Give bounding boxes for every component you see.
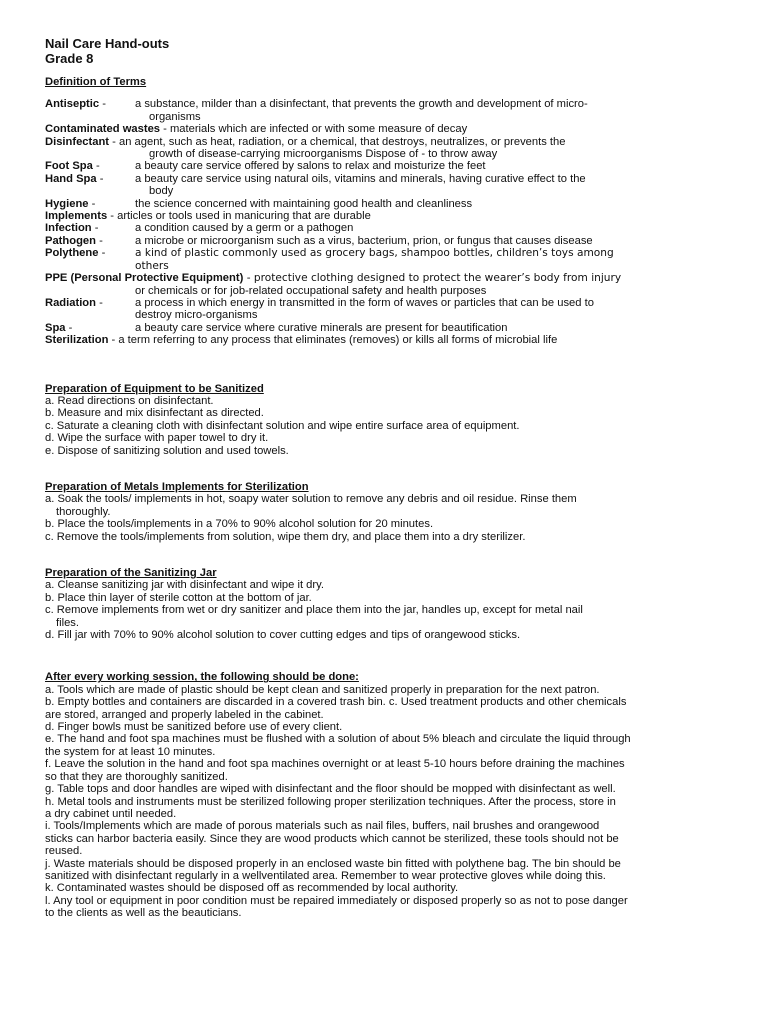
list-item-line: a dry cabinet until needed. <box>45 807 177 820</box>
term-infection: Infection - a condition caused by a germ or a pathogen <box>45 222 728 234</box>
list-item-line: c. Remove implements from wet or dry sanitizer and place them into the jar, handles up, except for metal nail <box>45 604 583 617</box>
list-item: d. Wipe the surface with paper towel to dry it. <box>45 432 269 445</box>
term-label: Radiation <box>45 296 96 309</box>
term-definition-cont: others <box>135 259 169 272</box>
list-item: d. Finger bowls must be sanitized before use of every client. <box>45 721 343 734</box>
list-item <box>45 796 728 821</box>
handout-page <box>45 36 728 920</box>
list-item: a. Tools which are made of plastic should be kept clean and sanitized properly in preparation for the next patron. <box>45 683 600 696</box>
term-definition: a process in which energy in transmitted in the form of waves or particles that can be used to <box>135 296 594 309</box>
term-ppe <box>45 272 728 297</box>
list-item: c. Saturate a cleaning cloth with disinfectant solution and wipe entire surface area of equipment. <box>45 419 520 432</box>
term-definition: a substance, milder than a disinfectant, that prevents the growth and development of micro- <box>135 98 588 111</box>
term-polythene: Polythene - a kind of plastic commonly used as grocery bags, shampoo bottles, children’s toys among others <box>45 247 728 272</box>
term-pathogen: Pathogen - a microbe or microorganism such as a virus, bacterium, prion, or fungus that causes disease <box>45 235 728 247</box>
list-item-line: files. <box>56 616 80 629</box>
term-definition-cont: body <box>149 185 174 198</box>
metals-heading: Preparation of Metals Implements for Sterilization <box>45 480 309 493</box>
list-item <box>45 758 728 783</box>
term-definition-cont: destroy micro-organisms <box>135 309 258 322</box>
term-definition: the science concerned with maintaining good health and cleanliness <box>135 197 473 210</box>
term-label: Spa <box>45 321 66 334</box>
term-label: Foot Spa <box>45 160 93 173</box>
list-item-line: b. Empty bottles and containers are discarded in a covered trash bin. c. Used treatment products and other chemicals <box>45 696 627 709</box>
term-label: Implements <box>45 210 108 223</box>
list-item-line: so that they are thoroughly sanitized. <box>45 770 228 783</box>
term-hand-spa: Hand Spa - a beauty care service using natural oils, vitamins and minerals, having curative effect to the body <box>45 173 728 198</box>
list-item <box>45 895 728 920</box>
list-item <box>45 858 728 883</box>
list-item: e. Dispose of sanitizing solution and used towels. <box>45 444 289 457</box>
list-item: d. Fill jar with 70% to 90% alcohol solution to cover cutting edges and tips of orangewood sticks. <box>45 629 521 642</box>
list-item-line: to the clients as well as the beauticians. <box>45 907 242 920</box>
list-item: c. Remove the tools/implements from solution, wipe them dry, and place them into a dry sterilizer. <box>45 530 526 543</box>
definitions-heading: Definition of Terms <box>45 76 147 88</box>
list-item-line: reused. <box>45 845 83 858</box>
term-foot-spa: Foot Spa - a beauty care service offered by salons to relax and moisturize the feet <box>45 160 728 172</box>
term-definition: a beauty care service offered by salons to relax and moisturize the feet <box>135 160 486 173</box>
term-label: Pathogen <box>45 234 96 247</box>
list-item: b. Place the tools/implements in a 70% to 90% alcohol solution for 20 minutes. <box>45 518 434 531</box>
term-label: Hand Spa <box>45 172 97 185</box>
jar-heading: Preparation of the Sanitizing Jar <box>45 567 217 579</box>
list-item-line: i. Tools/Implements which are made of porous materials such as nail files, buffers, nail brushes and orangewood <box>45 820 600 833</box>
term-definition: a condition caused by a germ or a pathogen <box>135 222 354 235</box>
term-label: Antiseptic <box>45 98 100 111</box>
term-radiation: Radiation - a process in which energy in transmitted in the form of waves or particles that can be used to destroy micro-organisms <box>45 297 728 322</box>
term-definition: - articles or tools used in manicuring that are durable <box>107 210 371 223</box>
term-definition: a beauty care service using natural oils, vitamins and minerals, having curative effect to the <box>135 172 586 185</box>
list-item-line: l. Any tool or equipment in poor condition must be repaired immediately or disposed properly so as not to pose danger <box>45 894 628 907</box>
term-label: Hygiene <box>45 197 89 210</box>
list-item-line: sticks can harbor bacteria easily. Since they are wood products which cannot be sterilized, these tools should not be <box>45 832 619 845</box>
term-definition-cont: growth of disease-carrying microorganisms Dispose of - to throw away <box>149 148 498 161</box>
list-item-line: are stored, arranged and properly labeled in the cabinet. <box>45 708 324 721</box>
term-spa: Spa - a beauty care service where curative minerals are present for beautification <box>45 322 728 334</box>
term-definition: - an agent, such as heat, radiation, or a chemical, that destroys, neutralizes, or prevents the <box>109 135 566 148</box>
term-label: Polythene <box>45 247 99 260</box>
term-implements <box>45 210 728 222</box>
list-item-line: f. Leave the solution in the hand and foot spa machines overnight or at least 5-10 hours before draining the machines <box>45 758 625 771</box>
equipment-heading: Preparation of Equipment to be Sanitized <box>45 382 264 395</box>
grade-label: Grade 8 <box>45 51 94 66</box>
term-definition: a beauty care service where curative minerals are present for beautification <box>135 321 508 334</box>
term-definition-cont: organisms <box>149 110 201 123</box>
list-item: a. Cleanse sanitizing jar with disinfectant and wipe it dry. <box>45 579 324 592</box>
document-title: Nail Care Hand-outs <box>45 36 170 51</box>
term-label: Infection <box>45 222 92 235</box>
list-item: b. Place thin layer of sterile cotton at the bottom of jar. <box>45 591 312 604</box>
term-label: Sterilization <box>45 334 109 347</box>
list-item-line: the system for at least 10 minutes. <box>45 745 216 758</box>
term-label: Disinfectant <box>45 135 110 148</box>
term-contaminated-wastes <box>45 123 728 135</box>
term-definition: - a term referring to any process that eliminates (removes) or kills all forms of microbial life <box>108 334 558 347</box>
term-label: PPE (Personal Protective Equipment) <box>45 272 244 285</box>
list-item <box>45 696 728 721</box>
list-item: a. Read directions on disinfectant. <box>45 394 214 407</box>
list-item <box>45 604 728 629</box>
list-item-line: thoroughly. <box>56 505 111 518</box>
term-definition-cont: or chemicals or for job-related occupational safety and health purposes <box>135 284 487 297</box>
list-item: g. Table tops and door handles are wiped with disinfectant and the floor should be mopped with disinfectant as well. <box>45 783 616 796</box>
term-antiseptic: Antiseptic - a substance, milder than a disinfectant, that prevents the growth and development of micro- organisms <box>45 98 728 123</box>
term-definition: a kind of plastic commonly used as grocery bags, shampoo bottles, children’s toys among <box>135 247 614 260</box>
term-hygiene: Hygiene - the science concerned with maintaining good health and cleanliness <box>45 198 728 210</box>
term-definition: - materials which are infected or with some measure of decay <box>160 123 468 136</box>
list-item <box>45 493 728 518</box>
term-label: Contaminated wastes <box>45 123 161 136</box>
list-item: b. Measure and mix disinfectant as directed. <box>45 407 264 420</box>
list-item-line: sanitized with disinfectant regularly in a wellventilated area. Remember to wear protective gloves while doing this. <box>45 869 606 882</box>
after-session-heading: After every working session, the following should be done: <box>45 671 359 684</box>
term-sterilization <box>45 334 728 346</box>
list-item <box>45 733 728 758</box>
term-definition: - protective clothing designed to protect the wearer’s body from injury <box>243 272 622 285</box>
term-disinfectant <box>45 136 728 161</box>
list-item-line: h. Metal tools and instruments must be sterilized following proper sterilization techniques. After the process, store in <box>45 795 616 808</box>
list-item-line: a. Soak the tools/ implements in hot, soapy water solution to remove any debris and oil residue. Rinse them <box>45 493 577 506</box>
list-item-line: j. Waste materials should be disposed properly in an enclosed waste bin fitted with polythene bag. The bin should be <box>45 857 621 870</box>
list-item-line: e. The hand and foot spa machines must be flushed with a solution of about 5% bleach and circulate the liquid through <box>45 733 631 746</box>
list-item: k. Contaminated wastes should be disposed off as recommended by local authority. <box>45 882 459 895</box>
term-definition: a microbe or microorganism such as a virus, bacterium, prion, or fungus that causes disease <box>135 234 593 247</box>
list-item <box>45 820 728 857</box>
